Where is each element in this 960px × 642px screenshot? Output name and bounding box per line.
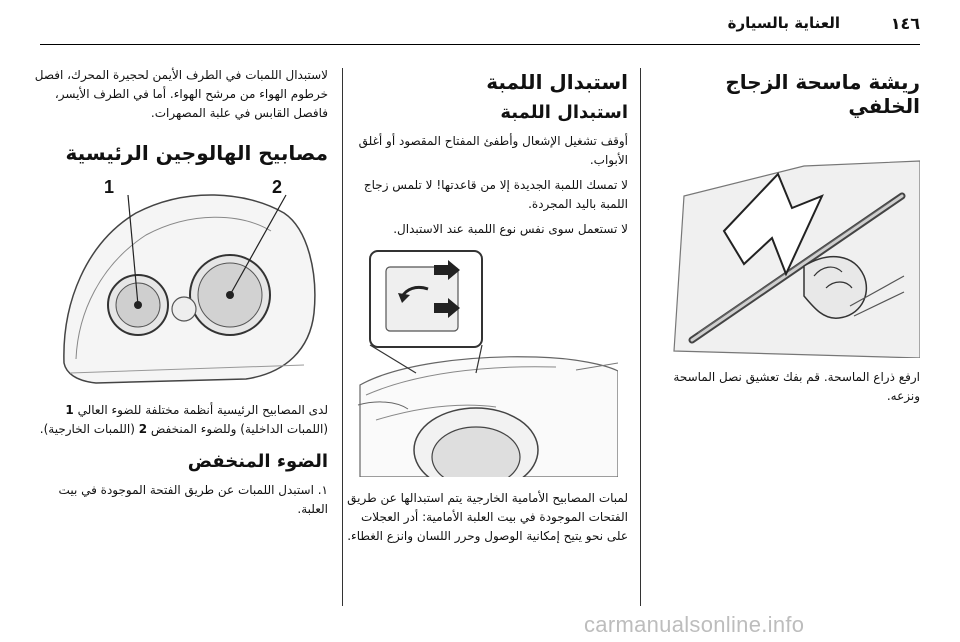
section-title-bulb-replacement: استبدال اللمبة bbox=[486, 70, 628, 94]
wiper-illustration bbox=[654, 126, 920, 358]
engine-compartment-paragraph: لاستبدال اللمبات في الطرف الأيمن لحجيرة المحرك، افصل خرطوم الهواء من مرشح الهواء. أما في الطرف الأيسر، فافصل القابس في علبة المصهرات. bbox=[34, 68, 328, 120]
page-header bbox=[40, 10, 920, 38]
headlight-desc-part3: (اللمبات الخارجية). bbox=[39, 422, 139, 436]
figure-label-2: 2 bbox=[271, 177, 282, 197]
section-title-halogen: مصابيح الهالوجين الرئيسية bbox=[65, 141, 328, 165]
bulb-paragraph-ignition: أوقف تشغيل الإشعال وأطفئ المفتاح المقصود أو أغلق الأبواب. bbox=[358, 134, 628, 167]
column-divider-right bbox=[640, 68, 641, 606]
headlight-desc-part1: لدى المصابيح الرئيسية أنظمة مختلفة للضوء العالي bbox=[73, 403, 328, 417]
figure-wheel-arch-access bbox=[356, 245, 618, 477]
bulb-paragraph-wheel-arch: لمبات المصابيح الأمامية الخارجية يتم استبدالها عن طريق الفتحات الموجودة في بيت العلبة الأمامية: أدر العجلات على نحو يتيح إمكانية الوصول وحرر اللسان وانزع الغطاء. bbox=[347, 491, 628, 543]
figure-label-1: 1 bbox=[103, 177, 114, 197]
headlight-systems-paragraph bbox=[32, 401, 328, 439]
car-front-illustration bbox=[356, 245, 618, 477]
header-rule bbox=[40, 44, 920, 45]
page-number: ١٤٦ bbox=[890, 14, 920, 33]
bulb-paragraph-hold-base: لا تمسك اللمبة الجديدة إلا من قاعدتها! لا تلمس زجاج اللمبة باليد المجردة. bbox=[363, 178, 628, 211]
low-beam-number: 2 bbox=[138, 422, 148, 436]
high-beam-number: 1 bbox=[65, 403, 74, 417]
figure-headlight-assembly bbox=[56, 173, 322, 391]
column-halogen-headlights bbox=[32, 66, 328, 519]
column-bulb-replacement bbox=[338, 66, 628, 552]
subsection-title-low-beam: الضوء المنخفض bbox=[187, 451, 328, 472]
site-watermark: carmanualsonline.info bbox=[584, 612, 805, 637]
low-beam-step-1: ١. استبدل اللمبات عن طريق الفتحة الموجودة في بيت العلبة. bbox=[58, 483, 328, 516]
rear-wiper-caption: ارفع ذراع الماسحة. قم بفك تعشيق نصل الماسحة ونزعه. bbox=[673, 370, 920, 403]
figure-rear-wiper-blade bbox=[654, 126, 920, 358]
subsection-title-bulb-replacement: استبدال اللمبة bbox=[500, 102, 628, 123]
column-rear-wiper bbox=[654, 66, 920, 412]
headlight-illustration bbox=[56, 173, 322, 391]
section-title-rear-wiper: ريشة ماسحة الزجاج الخلفي bbox=[725, 70, 920, 118]
headlight-desc-part2: (اللمبات الداخلية) وللضوء المنخفض bbox=[147, 422, 328, 436]
bulb-paragraph-same-type: لا تستعمل سوى نفس نوع اللمبة عند الاستبدال. bbox=[393, 222, 628, 236]
running-title: العناية بالسيارة bbox=[727, 14, 840, 32]
